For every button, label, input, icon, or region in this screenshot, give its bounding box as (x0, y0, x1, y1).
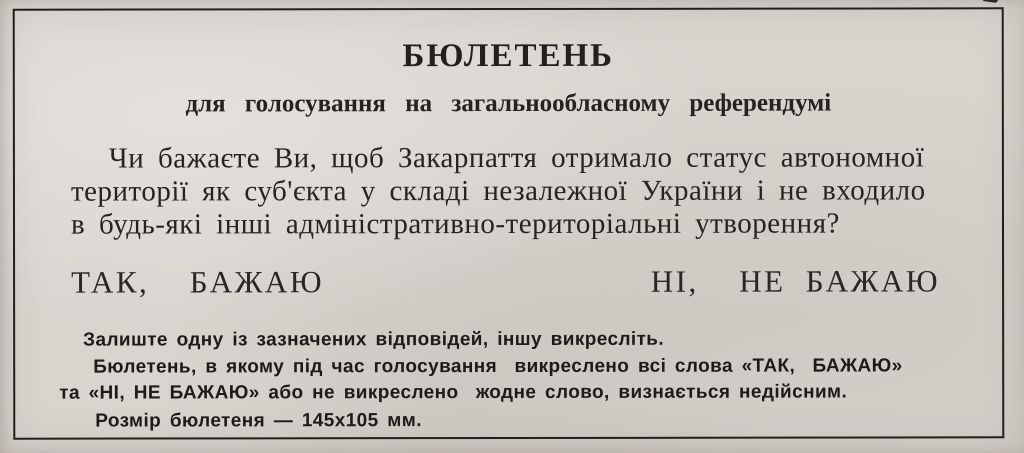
option-no: НІ, НЕ БАЖАЮ (650, 263, 941, 299)
answer-options-row (15, 263, 1002, 300)
option-yes: ТАК, БАЖАЮ (71, 264, 325, 300)
question-line-3: в будь-які інші адміністративно-територіальні утворення? (70, 207, 840, 241)
instruction-line-3: та «НІ, НЕ БАЖАЮ» або не викреслено жодне слово, визнається недійсним. (59, 381, 848, 404)
referendum-question (15, 141, 1002, 241)
question-line-2: території як суб'єкта у складі незалежної України і не входило (70, 174, 926, 208)
question-line-1: Чи бажаєте Ви, щоб Закарпаття отримало статус автономної (108, 141, 925, 175)
scan-artifact-speck (982, 0, 999, 3)
ballot-size-note: Розмір бюлетеня — 145x105 мм. (95, 409, 422, 432)
ballot-title: БЮЛЕТЕНЬ (402, 37, 615, 75)
instruction-line-1: Залиште одну із зазначених відповідей, іншу викресліть. (83, 328, 665, 351)
ballot-border-frame (13, 7, 1005, 439)
ballot-subtitle: для голосування на загальнообласному референдумі (185, 89, 832, 118)
instruction-line-2: Бюлетень, в якому під час голосування викреслено всі слова «ТАК, БАЖАЮ» (93, 354, 903, 378)
ballot-instructions (15, 326, 1002, 434)
